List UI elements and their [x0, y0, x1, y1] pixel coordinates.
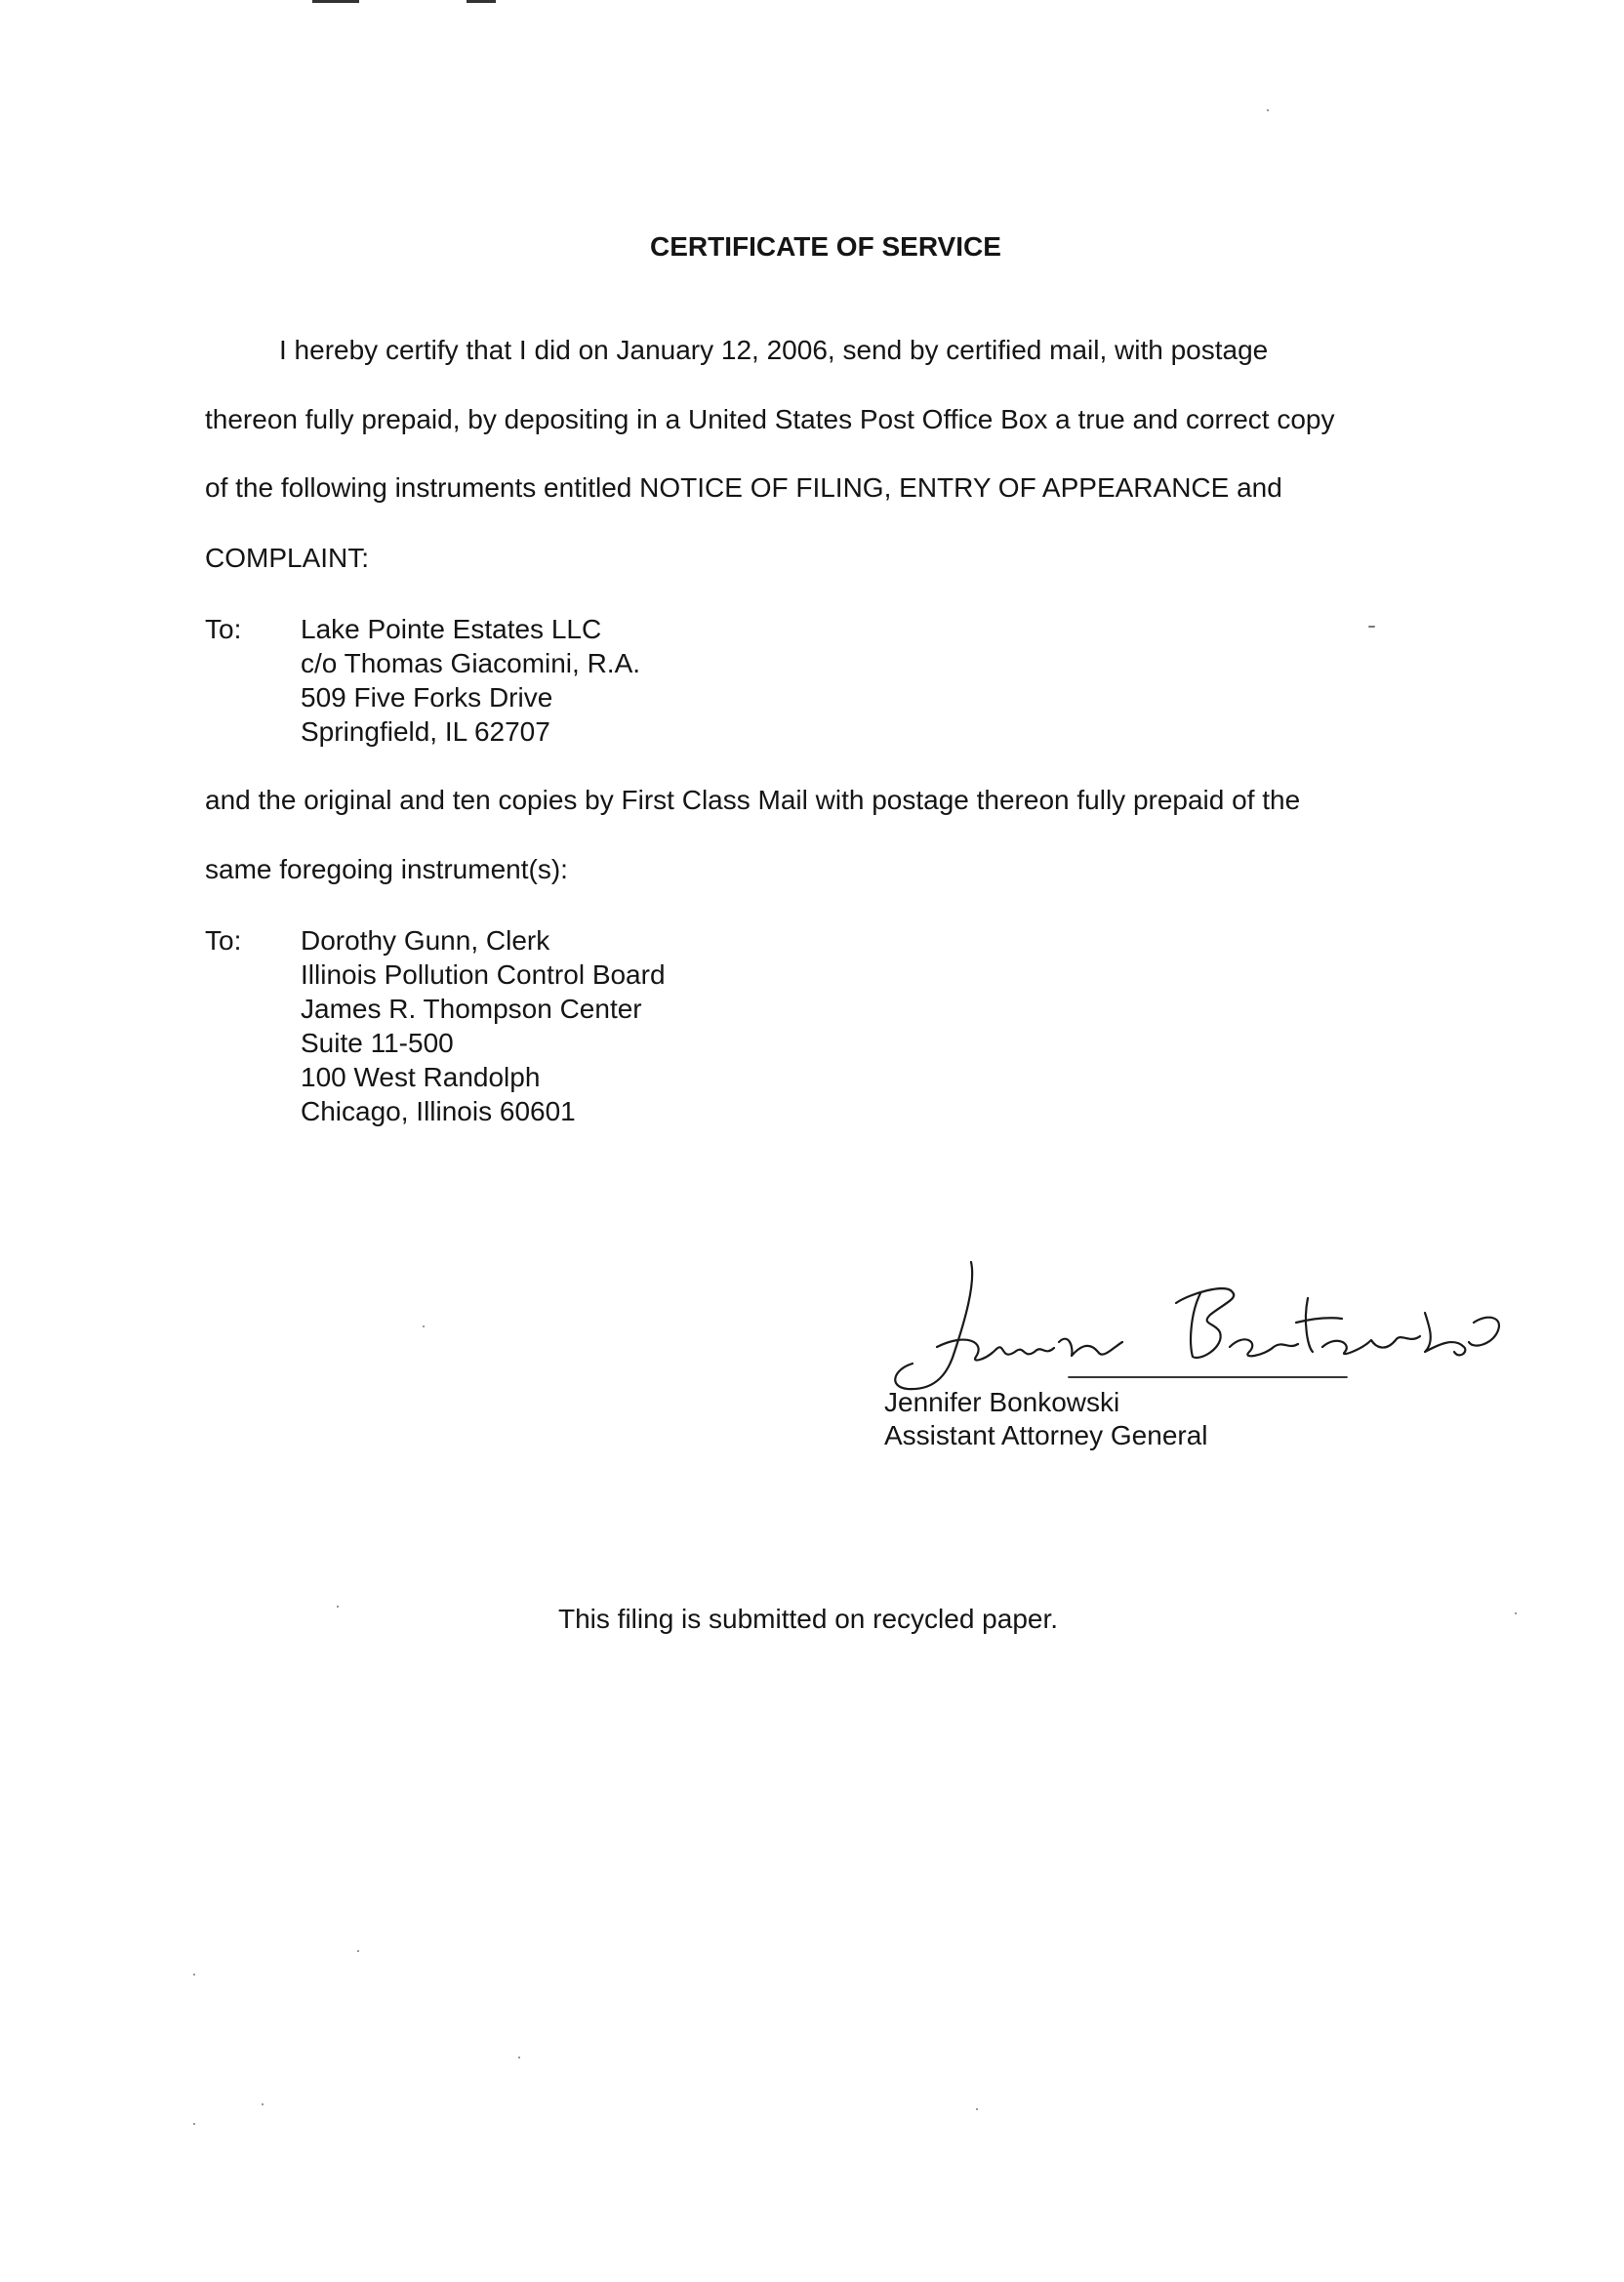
- scan-speck: [976, 2108, 978, 2110]
- recipient2-line-3: James R. Thompson Center: [301, 994, 642, 1024]
- scan-mark: [312, 0, 359, 3]
- scan-mark: [467, 0, 496, 3]
- recipient1-line-2: c/o Thomas Giacomini, R.A.: [301, 648, 641, 678]
- scan-speck: [1267, 109, 1269, 111]
- body-line-1: I hereby certify that I did on January 12, 2006, send by certified mail, with postage: [279, 335, 1269, 365]
- scan-speck: [357, 1950, 359, 1952]
- recipient1-line-1: Lake Pointe Estates LLC: [301, 614, 602, 644]
- scan-speck: [193, 1974, 195, 1976]
- scan-speck: [1515, 1612, 1517, 1614]
- scan-speck: [193, 2123, 195, 2125]
- handwritten-signature: [878, 1254, 1542, 1401]
- recipient1-line-4: Springfield, IL 62707: [301, 716, 550, 747]
- footer-note: This filing is submitted on recycled paper.: [558, 1604, 1059, 1634]
- scan-speck: [337, 1606, 339, 1608]
- body-line-2: thereon fully prepaid, by depositing in a United States Post Office Box a true and correct copy: [205, 404, 1335, 434]
- recipient2-label: To:: [205, 925, 242, 956]
- body-line-4: COMPLAINT:: [205, 543, 370, 573]
- scan-speck: [1368, 626, 1375, 628]
- middle-line-1: and the original and ten copies by First Class Mail with postage thereon fully prepaid of the: [205, 785, 1301, 815]
- signer-title: Assistant Attorney General: [884, 1420, 1208, 1450]
- recipient2-line-1: Dorothy Gunn, Clerk: [301, 925, 550, 956]
- signer-name: Jennifer Bonkowski: [884, 1387, 1120, 1417]
- recipient1-line-3: 509 Five Forks Drive: [301, 682, 553, 713]
- recipient2-line-6: Chicago, Illinois 60601: [301, 1096, 576, 1126]
- scan-speck: [518, 2057, 520, 2058]
- middle-line-2: same foregoing instrument(s):: [205, 854, 568, 884]
- document-title: CERTIFICATE OF SERVICE: [650, 231, 1001, 262]
- scan-speck: [262, 2103, 264, 2105]
- recipient2-line-4: Suite 11-500: [301, 1028, 454, 1058]
- recipient1-label: To:: [205, 614, 242, 644]
- recipient2-line-2: Illinois Pollution Control Board: [301, 959, 666, 990]
- recipient2-line-5: 100 West Randolph: [301, 1062, 541, 1092]
- scan-speck: [423, 1325, 425, 1327]
- body-line-3: of the following instruments entitled NOTICE OF FILING, ENTRY OF APPEARANCE and: [205, 472, 1282, 503]
